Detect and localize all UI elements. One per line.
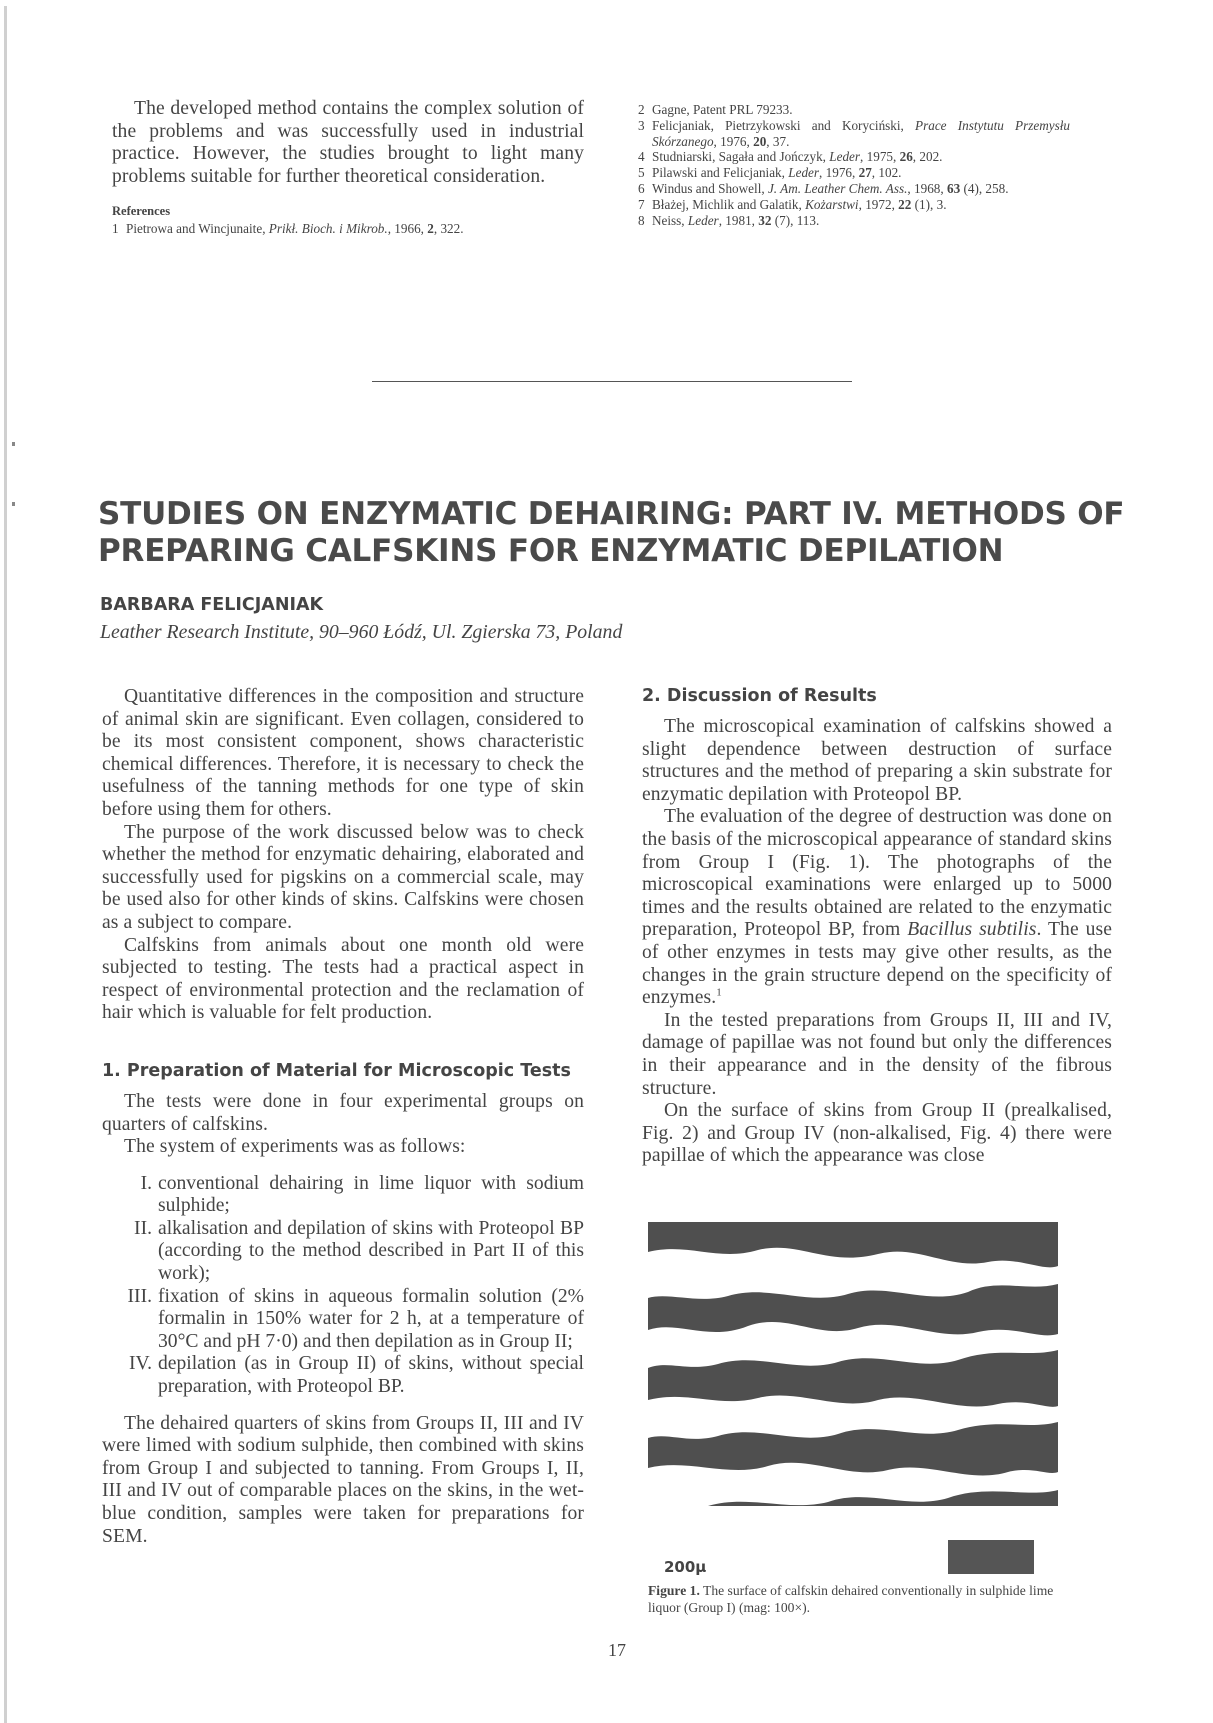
sem-micrograph [648,1222,1058,1510]
reference-volume: 27 [858,165,872,181]
reference-pages: , 322. [433,221,464,237]
right-column [642,686,1112,1168]
references-heading: References [112,204,171,219]
reference-item [638,181,1070,197]
reference-item [638,213,1070,229]
reference-item [638,118,1070,150]
citation-superscript: 1 [716,986,722,999]
reference-journal: Kożarstwi [805,196,859,212]
reference-year: , 1968, [907,180,947,196]
intro-paragraph: The purpose of the work discussed below was to check whether the method for enzymatic dehairing, elaborated and successfully used for pigskins on a commercial scale, may be used also for other kinds of skins. Calfskins were chosen as a subject to compare. [102,821,584,933]
reference-year: , 1976, [713,133,754,149]
reference-year: , 1972, [858,196,899,212]
previous-article-end [112,98,584,237]
article-title: STUDIES ON ENZYMATIC DEHAIRING: PART IV. METHODS OF PREPARING CALFSKINS FOR ENZYMATIC DEPILATION [98,496,1125,569]
reference-authors: Pilawski and Felicjaniak, [652,165,789,181]
reference-number: 4 [638,149,645,165]
edge-mark [12,502,15,506]
reference-authors: Windus and Showell, [652,180,768,196]
section1-conclusion [102,1413,584,1549]
section2-body [642,716,1112,1168]
reference-item [638,197,1070,213]
reference-year: , 1981, [718,212,759,228]
section1-paragraph: The dehaired quarters of skins from Groups II, III and IV were limed with sodium sulphide, then combined with skins from Group I and subjected to tanning. From Groups I, II, III and IV out of comparable places on the skins, in the wet-blue condition, samples were taken for preparations for SEM. [102,1412,584,1547]
reference-item [638,102,1070,118]
figure-label: Figure 1. [648,1583,700,1598]
reference-item [638,165,1070,181]
reference-item [638,149,1070,165]
reference-year: , 1975, [860,149,900,165]
reference-volume: 22 [898,196,912,212]
introduction [102,686,584,1025]
reference-journal: Leder [687,212,719,228]
reference-volume: 32 [758,212,772,228]
reference-authors: Pietrowa and Wincjunaite, [126,221,269,237]
micrograph-pattern [648,1222,1058,1510]
experiment-text: depilation (as in Group II) of skins, without special preparation, with Proteopol BP. [158,1353,584,1398]
reference-authors: Błażej, Michlik and Galatik, [652,196,806,212]
reference-pages: (7), 113. [771,212,820,228]
reference-pages: (1), 3. [911,196,947,212]
section2-paragraph: The microscopical examination of calfskins showed a slight dependence between destruction of surface structures and the method of preparing a skin substrate for enzymatic depilation with Proteopol BP. [642,716,1112,805]
reference-number: 7 [638,196,645,212]
experiment-text: fixation of skins in aqueous formalin solution (2% formalin in 150% water for 2 h, at a temperature of 30°C and pH 7·0) and then depilation as in Group II; [158,1285,584,1352]
reference-year: , 1976, [819,165,859,181]
scale-label: 200μ [664,1558,707,1576]
reference-number: 3 [638,117,645,133]
section1-body [102,1091,584,1159]
reference-number: 1 [112,221,119,237]
section2-paragraph [642,806,1112,1009]
paragraph-text: The evaluation of the degree of destruction was done on the basis of the microscopical appearance of standard skins from Group I (Fig. 1). The photographs of the microscopical examinations were enlarged up to 5000 times and the results obtained are related to the enzymatic preparation, Proteopol BP, from [642,806,1112,941]
reference-journal: J. Am. Leather Chem. Ass. [767,180,908,196]
page-edge [4,6,7,1723]
section-heading: 1. Preparation of Material for Microscopic Tests [102,1060,571,1081]
reference-journal: Prikł. Bioch. i Mikrob. [268,221,388,237]
scale-bar [948,1540,1034,1574]
species-name: Bacillus subtilis [907,919,1037,941]
reference-volume: 26 [899,149,913,165]
reference-volume: 20 [753,133,767,149]
page-number: 17 [608,1640,626,1660]
reference-volume: 63 [946,180,961,196]
reference-pages: , 202. [912,149,943,165]
reference-journal: Leder [788,165,820,181]
conclusion-text: The developed method contains the complex solution of the problems and was successfully used in industrial practice. However, the studies brought to light many problems suitable for further theoretical consideration. [112,98,584,187]
roman-numeral: I. [140,1172,152,1194]
reference-authors: Felicjaniak, Pietrzykowski and Koryciński, [652,117,916,133]
reference-item [112,221,584,237]
roman-numeral: III. [127,1285,152,1307]
article-divider [372,381,852,382]
intro-paragraph: Quantitative differences in the composition and structure of animal skin are significant. Even collagen, considered to be its most consistent component, shows characteristic chemical differences. Therefore, it is necessary to check the usefulness of the tanning methods for one type of skin before using them for others. [102,686,584,820]
figure-caption [648,1583,1068,1616]
reference-year: , 1966, [387,221,428,237]
section1-paragraph: The system of experiments was as follows: [124,1136,466,1158]
experiment-item [102,1173,584,1218]
roman-numeral: II. [134,1217,152,1239]
edge-mark [12,442,15,446]
reference-number: 8 [638,212,645,228]
roman-numeral: IV. [128,1353,152,1375]
reference-volume: 2 [427,221,434,237]
reference-number: 6 [638,180,645,196]
experiment-item [102,1353,584,1398]
reference-authors: Neiss, [652,212,688,228]
experiment-list [102,1173,584,1399]
experiment-item [102,1286,584,1354]
reference-number: 5 [638,165,645,181]
scale-bar-area [648,1506,1058,1544]
section2-paragraph: On the surface of skins from Group II (prealkalised, Fig. 2) and Group IV (non-alkalised, Fig. 4) there were papillae of which the appearance was close [642,1100,1112,1167]
reference-authors: Studniarski, Sagała and Jończyk, [652,149,830,165]
conclusion-paragraph [112,98,584,188]
references-list [638,102,1070,228]
experiment-text: alkalisation and depilation of skins with Proteopol BP (according to the method described in Part II of this work); [158,1217,584,1285]
intro-paragraph: Calfskins from animals about one month old were subjected to testing. The tests had a practical aspect in respect of environmental protection and the reclamation of hair which is valuable for felt production. [102,934,584,1024]
reference-journal: Prace Instytutu Przemysłu Skórzanego [652,117,1070,149]
experiment-item [102,1218,584,1286]
article-affiliation: Leather Research Institute, 90–960 Łódź, Ul. Zgierska 73, Poland [100,621,623,643]
reference-pages: , 37. [766,133,790,149]
section-heading: 2. Discussion of Results [642,686,877,706]
paragraph-text: . The use of other enzymes in tests may give other results, as the changes in the grain structure depend on the specificity of enzymes. [642,919,1112,1009]
article-author: BARBARA FELICJANIAK [100,595,324,615]
reference-pages: , 102. [871,165,902,181]
caption-text: The surface of calfskin dehaired conventionally in sulphide lime liquor (Group I) (mag: 100×). [648,1583,1054,1615]
reference-number: 2 [638,102,645,117]
reference-pages: (4), 258. [960,180,1009,196]
section1-paragraph: The tests were done in four experimental groups on quarters of calfskins. [102,1090,584,1135]
reference-authors: Gagne, Patent PRL 79233. [652,102,793,117]
section2-paragraph: In the tested preparations from Groups II, III and IV, damage of papillae was not found but only the differences in their appearance and in the density of the fibrous structure. [642,1009,1112,1099]
left-column [102,686,584,1548]
experiment-text: conventional dehairing in lime liquor with sodium sulphide; [158,1172,584,1217]
reference-journal: Leder [829,149,861,165]
